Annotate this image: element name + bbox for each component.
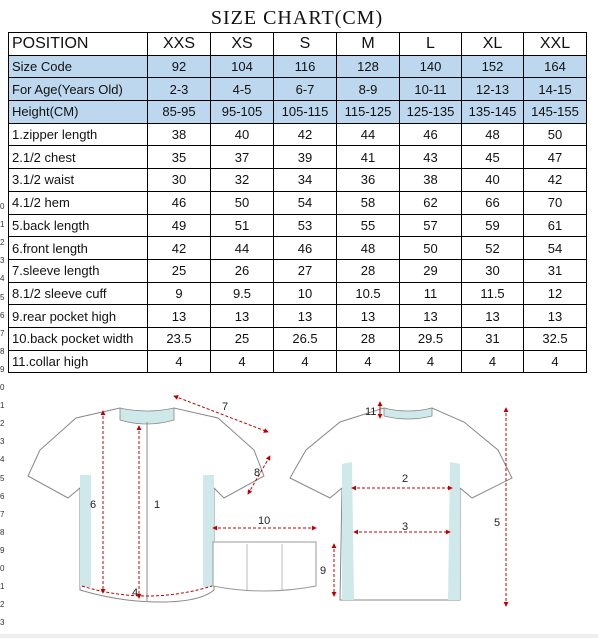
table-cell: 104 bbox=[211, 55, 274, 78]
row-number: 7 bbox=[0, 328, 5, 338]
table-cell: 57 bbox=[400, 214, 462, 237]
row-label: Size Code bbox=[9, 55, 148, 78]
table-cell: 13 bbox=[400, 305, 462, 328]
table-cell: 11 bbox=[400, 282, 462, 305]
table-cell: 31 bbox=[524, 259, 587, 282]
table-cell: 43 bbox=[400, 146, 462, 169]
table-row bbox=[9, 305, 587, 328]
table-cell: 45 bbox=[462, 146, 524, 169]
row-number: 3 bbox=[0, 437, 5, 447]
measure-5-label: 5 bbox=[494, 517, 501, 529]
table-cell: 4 bbox=[400, 350, 462, 373]
table-cell: 30 bbox=[148, 169, 211, 192]
table-cell: 32 bbox=[211, 169, 274, 192]
row-label: 10.back pocket width bbox=[9, 327, 148, 350]
table-cell: 28 bbox=[337, 259, 400, 282]
table-row bbox=[9, 350, 587, 373]
table-cell: 4-5 bbox=[211, 78, 274, 101]
measure-6-label: 6 bbox=[90, 499, 97, 511]
table-cell: 44 bbox=[211, 237, 274, 260]
table-row bbox=[9, 101, 587, 124]
table-cell: 9.5 bbox=[211, 282, 274, 305]
pocket-detail bbox=[213, 515, 334, 596]
header-cell: POSITION bbox=[9, 33, 148, 56]
table-cell: 54 bbox=[274, 191, 337, 214]
row-label: 9.rear pocket high bbox=[9, 305, 148, 328]
table-cell: 13 bbox=[148, 305, 211, 328]
table-cell: 42 bbox=[148, 237, 211, 260]
header-cell: S bbox=[274, 33, 337, 56]
table-cell: 62 bbox=[400, 191, 462, 214]
table-cell: 52 bbox=[462, 237, 524, 260]
header-cell: XXL bbox=[524, 33, 587, 56]
row-number: 3 bbox=[0, 256, 5, 266]
table-cell: 32.5 bbox=[524, 327, 587, 350]
table-cell: 28 bbox=[337, 327, 400, 350]
header-cell: XS bbox=[211, 33, 274, 56]
table-cell: 61 bbox=[524, 214, 587, 237]
table-cell: 95-105 bbox=[211, 101, 274, 124]
table-cell: 36 bbox=[337, 169, 400, 192]
table-cell: 31 bbox=[462, 327, 524, 350]
table-cell: 145-155 bbox=[524, 101, 587, 124]
header-row bbox=[9, 33, 587, 56]
table-cell: 40 bbox=[211, 123, 274, 146]
table-cell: 35 bbox=[148, 146, 211, 169]
row-number: 2 bbox=[0, 419, 5, 429]
table-cell: 37 bbox=[211, 146, 274, 169]
measure-2-label: 2 bbox=[402, 473, 409, 485]
row-number: 1 bbox=[0, 582, 5, 592]
table-cell: 2-3 bbox=[148, 78, 211, 101]
table-cell: 4 bbox=[337, 350, 400, 373]
table-cell: 125-135 bbox=[400, 101, 462, 124]
header-cell: M bbox=[337, 33, 400, 56]
table-cell: 50 bbox=[400, 237, 462, 260]
header-cell: XXS bbox=[148, 33, 211, 56]
table-cell: 10-11 bbox=[400, 78, 462, 101]
table-cell: 41 bbox=[337, 146, 400, 169]
table-cell: 11.5 bbox=[462, 282, 524, 305]
row-label: 6.front length bbox=[9, 237, 148, 260]
row-number: 8 bbox=[0, 346, 5, 356]
row-number: 8 bbox=[0, 527, 5, 537]
table-cell: 115-125 bbox=[337, 101, 400, 124]
row-number: 5 bbox=[0, 473, 5, 483]
table-cell: 13 bbox=[211, 305, 274, 328]
table-cell: 30 bbox=[462, 259, 524, 282]
table-cell: 39 bbox=[274, 146, 337, 169]
table-row bbox=[9, 78, 587, 101]
row-label: 2.1/2 chest bbox=[9, 146, 148, 169]
table-cell: 10 bbox=[274, 282, 337, 305]
table-row bbox=[9, 237, 587, 260]
back-collar bbox=[384, 408, 432, 419]
row-number: 6 bbox=[0, 310, 5, 320]
row-number: 0 bbox=[0, 383, 5, 392]
table-cell: 13 bbox=[337, 305, 400, 328]
table-cell: 12-13 bbox=[462, 78, 524, 101]
front-side-panel-right bbox=[203, 475, 214, 587]
row-label: 8.1/2 sleeve cuff bbox=[9, 282, 148, 305]
row-number: 3 bbox=[0, 618, 5, 628]
jersey-diagram bbox=[0, 380, 598, 638]
row-label: For Age(Years Old) bbox=[9, 78, 148, 101]
table-cell: 29 bbox=[400, 259, 462, 282]
table-cell: 14-15 bbox=[524, 78, 587, 101]
table-cell: 23.5 bbox=[148, 327, 211, 350]
front-side-panel-left bbox=[80, 475, 91, 587]
table-cell: 4 bbox=[274, 350, 337, 373]
back-side-panel-left bbox=[342, 462, 354, 600]
table-cell: 47 bbox=[524, 146, 587, 169]
row-number: 4 bbox=[0, 274, 5, 284]
row-number: 9 bbox=[0, 545, 5, 555]
table-cell: 152 bbox=[462, 55, 524, 78]
table-cell: 9 bbox=[148, 282, 211, 305]
table-cell: 29.5 bbox=[400, 327, 462, 350]
row-number: 1 bbox=[0, 220, 5, 230]
table-cell: 4 bbox=[462, 350, 524, 373]
table-cell: 116 bbox=[274, 55, 337, 78]
row-number: 0 bbox=[0, 202, 5, 211]
table-cell: 27 bbox=[274, 259, 337, 282]
table-cell: 12 bbox=[524, 282, 587, 305]
measure-4-label: 4 bbox=[132, 587, 139, 599]
table-cell: 46 bbox=[274, 237, 337, 260]
table-body bbox=[9, 55, 587, 373]
table-row bbox=[9, 123, 587, 146]
table-cell: 70 bbox=[524, 191, 587, 214]
row-number: 0 bbox=[0, 564, 5, 573]
table-cell: 42 bbox=[524, 169, 587, 192]
pocket-outline bbox=[213, 542, 316, 591]
table-cell: 26.5 bbox=[274, 327, 337, 350]
table-cell: 140 bbox=[400, 55, 462, 78]
table-cell: 48 bbox=[462, 123, 524, 146]
table-cell: 13 bbox=[274, 305, 337, 328]
row-number: 7 bbox=[0, 509, 5, 519]
table-cell: 44 bbox=[337, 123, 400, 146]
table-cell: 40 bbox=[462, 169, 524, 192]
table-cell: 66 bbox=[462, 191, 524, 214]
header-cell: L bbox=[400, 33, 462, 56]
table-cell: 58 bbox=[337, 191, 400, 214]
table-cell: 85-95 bbox=[148, 101, 211, 124]
measure-3-label: 3 bbox=[402, 521, 409, 533]
table-row bbox=[9, 282, 587, 305]
table-row bbox=[9, 327, 587, 350]
header-cell: XL bbox=[462, 33, 524, 56]
sheet-bottom-edge bbox=[0, 634, 598, 638]
measure-8-label: 8 bbox=[254, 467, 261, 479]
table-cell: 42 bbox=[274, 123, 337, 146]
table-cell: 6-7 bbox=[274, 78, 337, 101]
table-row bbox=[9, 55, 587, 78]
row-label: Height(CM) bbox=[9, 101, 148, 124]
table-cell: 34 bbox=[274, 169, 337, 192]
table-cell: 51 bbox=[211, 214, 274, 237]
table-cell: 13 bbox=[524, 305, 587, 328]
measure-1-label: 1 bbox=[154, 499, 161, 511]
table-cell: 38 bbox=[400, 169, 462, 192]
table-cell: 4 bbox=[524, 350, 587, 373]
table-cell: 4 bbox=[211, 350, 274, 373]
row-number: 4 bbox=[0, 455, 5, 465]
measure-11-label: 11 bbox=[365, 406, 377, 418]
table-cell: 53 bbox=[274, 214, 337, 237]
table-cell: 49 bbox=[148, 214, 211, 237]
table-row bbox=[9, 146, 587, 169]
row-number: 1 bbox=[0, 401, 5, 411]
table-cell: 13 bbox=[462, 305, 524, 328]
table-cell: 48 bbox=[337, 237, 400, 260]
table-cell: 8-9 bbox=[337, 78, 400, 101]
table-cell: 135-145 bbox=[462, 101, 524, 124]
row-label: 3.1/2 waist bbox=[9, 169, 148, 192]
measure-10-label: 10 bbox=[258, 515, 271, 527]
row-number: 9 bbox=[0, 364, 5, 374]
table-cell: 105-115 bbox=[274, 101, 337, 124]
back-side-panel-right bbox=[448, 462, 460, 600]
row-label: 7.sleeve length bbox=[9, 259, 148, 282]
size-chart-table bbox=[8, 32, 587, 373]
table-cell: 54 bbox=[524, 237, 587, 260]
table-row bbox=[9, 191, 587, 214]
row-number: 2 bbox=[0, 238, 5, 248]
table-cell: 59 bbox=[462, 214, 524, 237]
front-collar bbox=[120, 408, 174, 424]
table-cell: 164 bbox=[524, 55, 587, 78]
table-cell: 25 bbox=[211, 327, 274, 350]
table-cell: 92 bbox=[148, 55, 211, 78]
table-cell: 4 bbox=[148, 350, 211, 373]
table-cell: 50 bbox=[211, 191, 274, 214]
measure-9-label: 9 bbox=[320, 565, 327, 577]
table-cell: 50 bbox=[524, 123, 587, 146]
table-row bbox=[9, 214, 587, 237]
row-number: 2 bbox=[0, 600, 5, 610]
table-cell: 46 bbox=[148, 191, 211, 214]
table-cell: 10.5 bbox=[337, 282, 400, 305]
table-row bbox=[9, 259, 587, 282]
row-number: 5 bbox=[0, 292, 5, 302]
table-cell: 26 bbox=[211, 259, 274, 282]
table-cell: 128 bbox=[337, 55, 400, 78]
chart-title: SIZE CHART(CM) bbox=[210, 7, 384, 29]
table-row bbox=[9, 169, 587, 192]
table-cell: 38 bbox=[148, 123, 211, 146]
row-label: 1.zipper length bbox=[9, 123, 148, 146]
table-cell: 46 bbox=[400, 123, 462, 146]
table-cell: 55 bbox=[337, 214, 400, 237]
row-label: 11.collar high bbox=[9, 350, 148, 373]
row-label: 5.back length bbox=[9, 214, 148, 237]
measure-7-label: 7 bbox=[222, 401, 229, 413]
row-number: 6 bbox=[0, 491, 5, 501]
table-cell: 25 bbox=[148, 259, 211, 282]
row-label: 4.1/2 hem bbox=[9, 191, 148, 214]
